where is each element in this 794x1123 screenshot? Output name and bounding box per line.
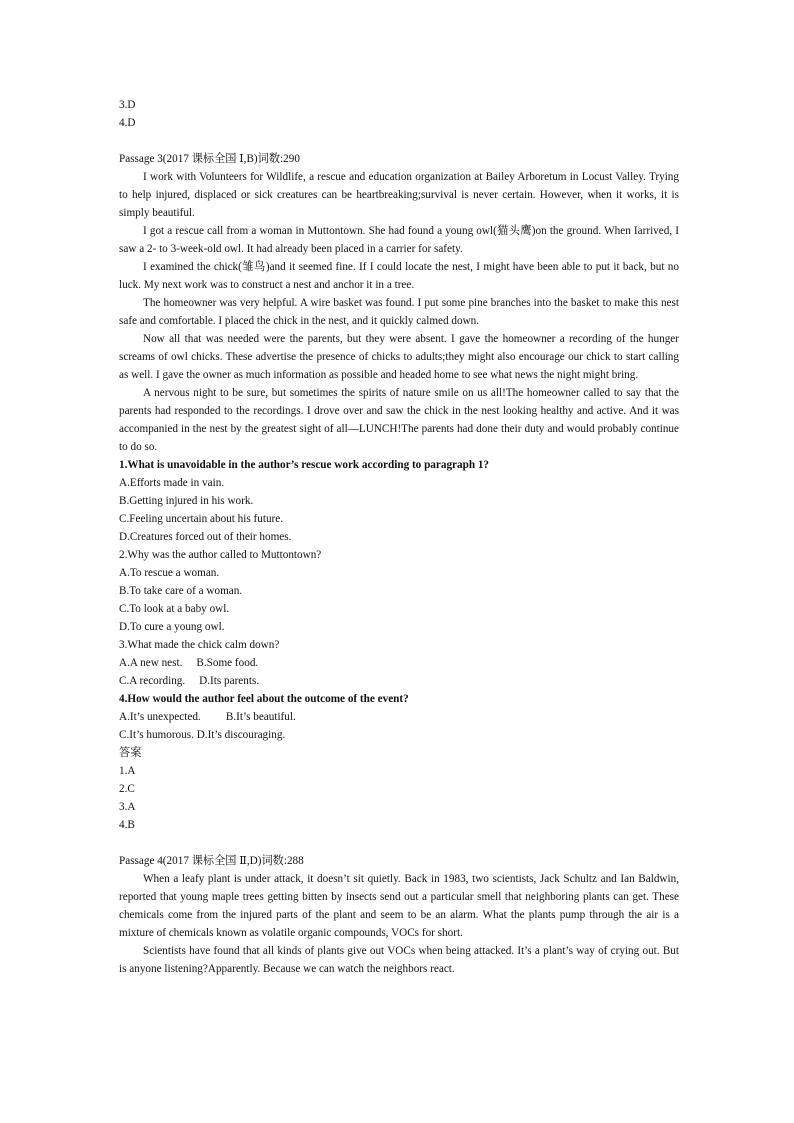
option: C.Feeling uncertain about his future.	[119, 513, 284, 525]
answer-label: 答案	[119, 747, 142, 759]
passage-header: Passage 4(2017 课标全国 Ⅱ,D)词数:288	[119, 855, 304, 867]
answer-line: 2.C	[119, 783, 135, 795]
option: A.It’s unexpected. B.It’s beautiful.	[119, 711, 296, 723]
paragraph: Scientists have found that all kinds of plants give out VOCs when being attacked. It’s a plant’s way of crying out. But is anyone listening?Apparently. Because we can watch the neighbors react.	[119, 945, 679, 975]
option: D.Creatures forced out of their homes.	[119, 531, 292, 543]
paragraph: When a leafy plant is under attack, it doesn’t sit quietly. Back in 1983, two scientists, Jack Schultz and Ian Baldwin, reported that young maple trees getting bitten by insects send out a particular smell that neighboring plants can get. These chemicals come from the injured parts of the plant and seem to be an alarm. What the plants pump through the air is a mixture of chemicals known as volatile organic compounds, VOCs for short.	[119, 873, 679, 939]
paragraph: The homeowner was very helpful. A wire basket was found. I put some pine branches into the basket to make this nest safe and comfortable. I placed the chick in the nest, and it quickly calmed down.	[119, 297, 679, 327]
option: A.To rescue a woman.	[119, 567, 220, 579]
answer-line: 4.B	[119, 819, 135, 831]
question-text: 2.Why was the author called to Muttontown?	[119, 549, 322, 561]
paragraph: I examined the chick(雏鸟)and it seemed fine. If I could locate the nest, I might have been able to put it back, but no luck. My next work was to construct a nest and anchor it in a tree.	[119, 261, 679, 291]
passage-header: Passage 3(2017 课标全国 Ⅰ,B)词数:290	[119, 153, 300, 165]
document-content	[119, 96, 679, 978]
option: C.To look at a baby owl.	[119, 603, 230, 615]
option: C.A recording. D.Its parents.	[119, 675, 260, 687]
paragraph: I got a rescue call from a woman in Muttontown. She had found a young owl(猫头鹰)on the ground. When Iarrived, I saw a 2- to 3-week-old owl. It had already been placed in a carrier for safety.	[119, 225, 679, 255]
option: A.A new nest. B.Some food.	[119, 657, 259, 669]
option: C.It’s humorous. D.It’s discouraging.	[119, 729, 286, 741]
question-text: 4.How would the author feel about the outcome of the event?	[119, 693, 409, 705]
option: A.Efforts made in vain.	[119, 477, 225, 489]
paragraph: Now all that was needed were the parents, but they were absent. I gave the homeowner a recording of the hunger screams of owl chicks. These advertise the presence of chicks to adults;they might also encourage our chick to start calling as well. I gave the owner as much information as possible and headed home to see what news the night might bring.	[119, 333, 679, 381]
option: B.To take care of a woman.	[119, 585, 243, 597]
question-text: 3.What made the chick calm down?	[119, 639, 280, 651]
answer-line: 1.A	[119, 765, 136, 777]
answer-line: 3.A	[119, 801, 136, 813]
option: D.To cure a young owl.	[119, 621, 225, 633]
question-text: 1.What is unavoidable in the author’s rescue work according to paragraph 1?	[119, 459, 490, 471]
answer-line: 3.D	[119, 99, 136, 111]
paragraph: I work with Volunteers for Wildlife, a rescue and education organization at Bailey Arboretum in Locust Valley. Trying to help injured, displaced or sick creatures can be heartbreaking;survival is never certain. However, when it works, it is simply beautiful.	[119, 171, 679, 219]
answer-line: 4.D	[119, 117, 136, 129]
paragraph: A nervous night to be sure, but sometimes the spirits of nature smile on us all!The homeowner called to say that the parents had responded to the recordings. I drove over and saw the chick in the nest looking healthy and active. And it was accompanied in the nest by the greatest sight of all—LUNCH!The parents had done their duty and would probably continue to do so.	[119, 387, 679, 453]
option: B.Getting injured in his work.	[119, 495, 254, 507]
